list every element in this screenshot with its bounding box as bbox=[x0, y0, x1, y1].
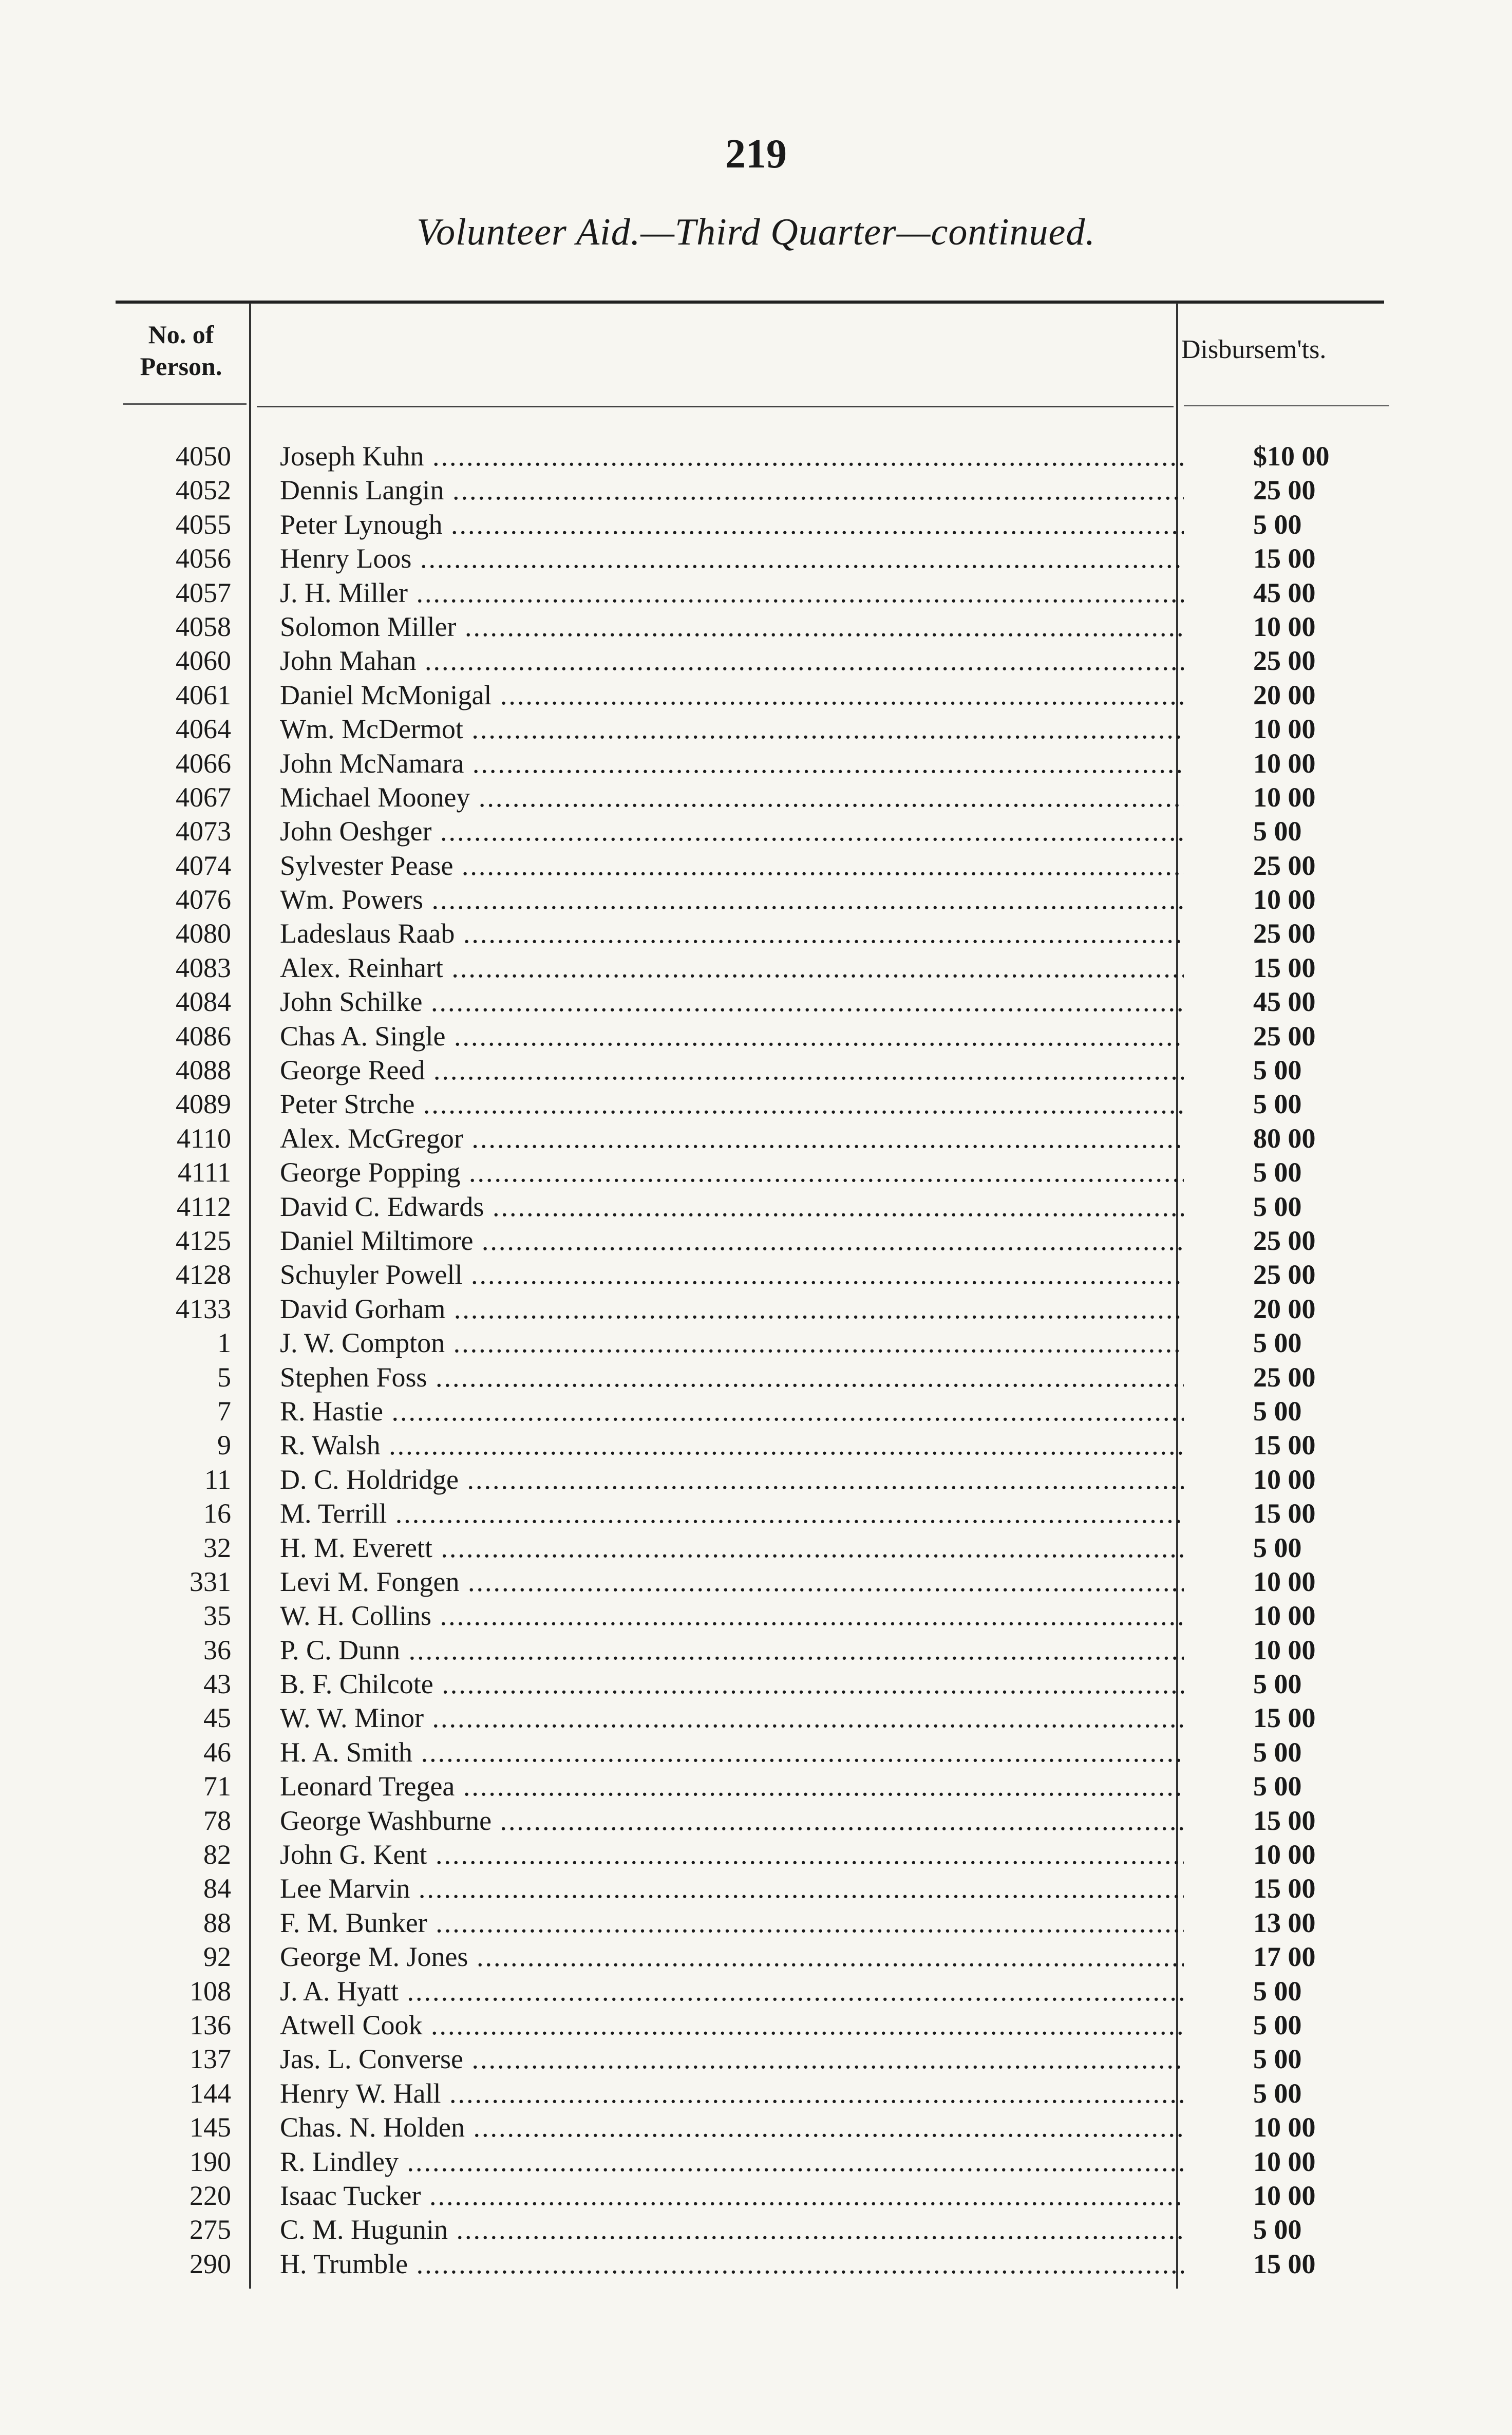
disbursement-amount: 5 00 bbox=[1253, 509, 1302, 540]
person-number: 4061 bbox=[176, 679, 231, 710]
person-name: J. W. Compton ..... bbox=[280, 1326, 1184, 1360]
person-name: H. M. Everett ..... bbox=[280, 1531, 1184, 1565]
disbursement-amount: 5 00 bbox=[1253, 1669, 1302, 1700]
person-name: Solomon Miller ..... bbox=[280, 610, 1184, 644]
amount-column-header: Disbursem'ts. bbox=[1181, 335, 1327, 364]
table-row bbox=[0, 1871, 1512, 1905]
person-name: R. Lindley ..... bbox=[280, 2145, 1184, 2179]
table-row bbox=[0, 644, 1512, 678]
disbursement-amount: 20 00 bbox=[1253, 1293, 1316, 1324]
disbursement-amount: 25 00 bbox=[1253, 645, 1316, 677]
table-row bbox=[0, 1531, 1512, 1565]
header-underline-left bbox=[123, 403, 247, 405]
disbursement-amount: 10 00 bbox=[1253, 714, 1316, 745]
person-name: John McNamara ..... bbox=[280, 746, 1184, 780]
table-row bbox=[0, 951, 1512, 985]
person-name: Stephen Foss ..... bbox=[280, 1360, 1184, 1394]
table-row bbox=[0, 2247, 1512, 2281]
disbursement-amount: 10 00 bbox=[1253, 2146, 1316, 2177]
disbursement-amount: 10 00 bbox=[1253, 2180, 1316, 2211]
person-number: 4064 bbox=[176, 714, 231, 745]
person-number: 275 bbox=[190, 2214, 231, 2245]
disbursement-amount: 25 00 bbox=[1253, 1225, 1316, 1256]
table-row bbox=[0, 1292, 1512, 1326]
person-number: 4076 bbox=[176, 884, 231, 915]
person-name: John Mahan ..... bbox=[280, 644, 1184, 678]
table-row bbox=[0, 1155, 1512, 1189]
header-underline-right bbox=[1184, 405, 1389, 406]
table-row bbox=[0, 849, 1512, 883]
disbursement-amount: 5 00 bbox=[1253, 1975, 1302, 2007]
top-rule bbox=[116, 301, 1384, 304]
table-row bbox=[0, 1360, 1512, 1394]
person-name: Jas. L. Converse ..... bbox=[280, 2042, 1184, 2076]
disbursement-amount: 25 00 bbox=[1253, 1361, 1316, 1393]
disbursement-amount: 5 00 bbox=[1253, 1532, 1302, 1563]
table-row bbox=[0, 2008, 1512, 2042]
person-name: D. C. Holdridge ..... bbox=[280, 1463, 1184, 1496]
disbursement-amount: 15 00 bbox=[1253, 952, 1316, 983]
table-row bbox=[0, 916, 1512, 950]
table-row bbox=[0, 2213, 1512, 2246]
person-number: 4073 bbox=[176, 816, 231, 847]
person-number: 4057 bbox=[176, 577, 231, 608]
person-name: F. M. Bunker ..... bbox=[280, 1906, 1184, 1940]
person-number: 4133 bbox=[176, 1293, 231, 1324]
person-number: 11 bbox=[204, 1464, 231, 1495]
table-row bbox=[0, 985, 1512, 1019]
person-name: Daniel McMonigal ..... bbox=[280, 678, 1184, 712]
person-name: Atwell Cook ..... bbox=[280, 2008, 1184, 2042]
number-header-line-2: Person. bbox=[140, 352, 222, 381]
person-number: 4088 bbox=[176, 1055, 231, 1086]
person-number: 290 bbox=[190, 2248, 231, 2279]
person-name: Alex. McGregor ..... bbox=[280, 1121, 1184, 1155]
table-row bbox=[0, 1463, 1512, 1496]
disbursement-amount: 5 00 bbox=[1253, 2214, 1302, 2245]
disbursement-amount: 15 00 bbox=[1253, 1702, 1316, 1734]
person-number: 4067 bbox=[176, 781, 231, 813]
table-row bbox=[0, 1190, 1512, 1224]
table-row bbox=[0, 712, 1512, 746]
person-number: 82 bbox=[203, 1839, 231, 1870]
disbursement-amount: 10 00 bbox=[1253, 884, 1316, 915]
person-name: Peter Strche ..... bbox=[280, 1087, 1184, 1121]
table-row bbox=[0, 1701, 1512, 1735]
disbursement-amount: 15 00 bbox=[1253, 1873, 1316, 1904]
disbursement-amount: 10 00 bbox=[1253, 611, 1316, 642]
disbursement-amount: 25 00 bbox=[1253, 1020, 1316, 1052]
table-row bbox=[0, 1940, 1512, 1974]
person-name: Wm. McDermot ..... bbox=[280, 712, 1184, 746]
table-row bbox=[0, 1428, 1512, 1462]
disbursement-amount: 25 00 bbox=[1253, 918, 1316, 949]
disbursement-amount: 25 00 bbox=[1253, 1259, 1316, 1290]
person-number: 220 bbox=[190, 2180, 231, 2211]
page-number: 219 bbox=[725, 132, 787, 177]
person-number: 5 bbox=[217, 1361, 231, 1393]
person-name: John G. Kent ..... bbox=[280, 1838, 1184, 1871]
person-number: 4056 bbox=[176, 543, 231, 574]
disbursement-amount: 5 00 bbox=[1253, 2044, 1302, 2075]
person-number: 4052 bbox=[176, 475, 231, 506]
disbursement-amount: 17 00 bbox=[1253, 1941, 1316, 1973]
disbursement-amount: 15 00 bbox=[1253, 2248, 1316, 2279]
table-row bbox=[0, 2145, 1512, 2179]
disbursement-amount: 15 00 bbox=[1253, 543, 1316, 574]
disbursement-amount: 10 00 bbox=[1253, 1600, 1316, 1632]
person-number: 4089 bbox=[176, 1089, 231, 1120]
table-row bbox=[0, 576, 1512, 610]
disbursement-amount: 15 00 bbox=[1253, 1498, 1316, 1529]
disbursement-table bbox=[0, 439, 1512, 2281]
person-name: David Gorham ..... bbox=[280, 1292, 1184, 1326]
person-number: 92 bbox=[203, 1941, 231, 1973]
table-row bbox=[0, 1053, 1512, 1087]
disbursement-amount: 25 00 bbox=[1253, 475, 1316, 506]
disbursement-amount: 45 00 bbox=[1253, 986, 1316, 1018]
disbursement-amount: 10 00 bbox=[1253, 1464, 1316, 1495]
disbursement-amount: 5 00 bbox=[1253, 816, 1302, 847]
person-number: 4066 bbox=[176, 747, 231, 779]
person-name: C. M. Hugunin ..... bbox=[280, 2213, 1184, 2246]
person-number: 4112 bbox=[177, 1191, 231, 1222]
person-number: 331 bbox=[190, 1566, 231, 1597]
person-name: Leonard Tregea ..... bbox=[280, 1769, 1184, 1803]
person-number: 4111 bbox=[178, 1157, 231, 1188]
person-number: 4074 bbox=[176, 850, 231, 881]
person-number: 4084 bbox=[176, 986, 231, 1018]
person-name: J. H. Miller ..... bbox=[280, 576, 1184, 610]
person-number: 4125 bbox=[176, 1225, 231, 1256]
disbursement-amount: 10 00 bbox=[1253, 2112, 1316, 2143]
person-name: Isaac Tucker ..... bbox=[280, 2179, 1184, 2213]
person-number: 9 bbox=[217, 1430, 231, 1461]
table-row bbox=[0, 1019, 1512, 1053]
person-number: 136 bbox=[190, 2009, 231, 2040]
person-name: Alex. Reinhart ..... bbox=[280, 951, 1184, 985]
table-row bbox=[0, 883, 1512, 916]
person-number: 137 bbox=[190, 2044, 231, 2075]
table-row bbox=[0, 473, 1512, 507]
table-row bbox=[0, 814, 1512, 848]
person-number: 4055 bbox=[176, 509, 231, 540]
table-row bbox=[0, 1838, 1512, 1871]
disbursement-amount: 5 00 bbox=[1253, 1771, 1302, 1802]
person-number: 43 bbox=[203, 1669, 231, 1700]
person-number: 190 bbox=[190, 2146, 231, 2177]
person-number: 144 bbox=[190, 2077, 231, 2109]
table-row bbox=[0, 1326, 1512, 1360]
person-number: 32 bbox=[203, 1532, 231, 1563]
person-name: Sylvester Pease ..... bbox=[280, 849, 1184, 883]
person-name: Levi M. Fongen ..... bbox=[280, 1565, 1184, 1599]
table-row bbox=[0, 1974, 1512, 2008]
person-name: H. A. Smith ..... bbox=[280, 1735, 1184, 1769]
table-row bbox=[0, 1496, 1512, 1530]
table-row bbox=[0, 1906, 1512, 1940]
disbursement-amount: 5 00 bbox=[1253, 1327, 1302, 1359]
person-name: Wm. Powers ..... bbox=[280, 883, 1184, 916]
table-row bbox=[0, 2179, 1512, 2213]
disbursement-amount: 10 00 bbox=[1253, 781, 1316, 813]
person-name: George Popping ..... bbox=[280, 1155, 1184, 1189]
table-row bbox=[0, 508, 1512, 541]
person-number: 108 bbox=[190, 1975, 231, 2007]
disbursement-amount: 13 00 bbox=[1253, 1907, 1316, 1938]
person-name: J. A. Hyatt ..... bbox=[280, 1974, 1184, 2008]
person-number: 45 bbox=[203, 1702, 231, 1734]
table-row bbox=[0, 1224, 1512, 1258]
disbursement-amount: 15 00 bbox=[1253, 1430, 1316, 1461]
disbursement-amount: 10 00 bbox=[1253, 747, 1316, 779]
person-name: M. Terrill ..... bbox=[280, 1496, 1184, 1530]
disbursement-amount: 5 00 bbox=[1253, 1157, 1302, 1188]
person-number: 4058 bbox=[176, 611, 231, 642]
person-name: David C. Edwards ..... bbox=[280, 1190, 1184, 1224]
person-number: 46 bbox=[203, 1736, 231, 1768]
table-row bbox=[0, 1565, 1512, 1599]
person-name: Peter Lynough ..... bbox=[280, 508, 1184, 541]
disbursement-amount: 5 00 bbox=[1253, 2009, 1302, 2040]
person-name: Chas. N. Holden ..... bbox=[280, 2110, 1184, 2144]
disbursement-amount: 45 00 bbox=[1253, 577, 1316, 608]
person-name: Chas A. Single ..... bbox=[280, 1019, 1184, 1053]
person-name: Joseph Kuhn ..... bbox=[280, 439, 1184, 473]
disbursement-amount: 5 00 bbox=[1253, 1089, 1302, 1120]
table-row bbox=[0, 1599, 1512, 1633]
person-name: Henry W. Hall ..... bbox=[280, 2076, 1184, 2110]
table-row bbox=[0, 610, 1512, 644]
person-name: W. W. Minor ..... bbox=[280, 1701, 1184, 1735]
table-row bbox=[0, 1633, 1512, 1667]
disbursement-amount: 10 00 bbox=[1253, 1634, 1316, 1665]
disbursement-amount: 25 00 bbox=[1253, 850, 1316, 881]
person-number: 4110 bbox=[177, 1122, 231, 1154]
table-row bbox=[0, 1769, 1512, 1803]
person-number: 35 bbox=[203, 1600, 231, 1632]
table-row bbox=[0, 746, 1512, 780]
table-row bbox=[0, 2110, 1512, 2144]
person-name: Lee Marvin ..... bbox=[280, 1871, 1184, 1905]
number-column-header bbox=[118, 319, 244, 382]
person-name: John Schilke ..... bbox=[280, 985, 1184, 1019]
person-name: Dennis Langin ..... bbox=[280, 473, 1184, 507]
person-name: R. Walsh ..... bbox=[280, 1428, 1184, 1462]
person-number: 4060 bbox=[176, 645, 231, 677]
person-number: 84 bbox=[203, 1873, 231, 1904]
person-name: W. H. Collins ..... bbox=[280, 1599, 1184, 1633]
table-row bbox=[0, 541, 1512, 575]
person-number: 36 bbox=[203, 1634, 231, 1665]
person-name: Daniel Miltimore ..... bbox=[280, 1224, 1184, 1258]
disbursement-amount: 5 00 bbox=[1253, 1395, 1302, 1427]
person-number: 145 bbox=[190, 2112, 231, 2143]
disbursement-amount: 10 00 bbox=[1253, 1566, 1316, 1597]
table-row bbox=[0, 1735, 1512, 1769]
person-number: 4128 bbox=[176, 1259, 231, 1290]
table-row bbox=[0, 1804, 1512, 1838]
disbursement-amount: 5 00 bbox=[1253, 1736, 1302, 1768]
disbursement-amount: $10 00 bbox=[1253, 441, 1330, 472]
header-underline-middle bbox=[257, 406, 1174, 407]
person-number: 16 bbox=[203, 1498, 231, 1529]
person-number: 4080 bbox=[176, 918, 231, 949]
table-row bbox=[0, 1394, 1512, 1428]
person-name: R. Hastie ..... bbox=[280, 1394, 1184, 1428]
person-number: 88 bbox=[203, 1907, 231, 1938]
table-row bbox=[0, 1121, 1512, 1155]
person-name: P. C. Dunn ..... bbox=[280, 1633, 1184, 1667]
table-row bbox=[0, 2042, 1512, 2076]
person-name: George M. Jones ..... bbox=[280, 1940, 1184, 1974]
disbursement-amount: 5 00 bbox=[1253, 2077, 1302, 2109]
person-name: George Washburne ..... bbox=[280, 1804, 1184, 1838]
person-name: George Reed ..... bbox=[280, 1053, 1184, 1087]
table-row bbox=[0, 780, 1512, 814]
section-heading: Volunteer Aid.—Third Quarter—continued. bbox=[417, 211, 1095, 253]
person-number: 78 bbox=[203, 1805, 231, 1836]
number-header-line-1: No. of bbox=[148, 320, 214, 349]
person-number: 7 bbox=[217, 1395, 231, 1427]
person-name: John Oeshger ..... bbox=[280, 814, 1184, 848]
person-name: Henry Loos ..... bbox=[280, 541, 1184, 575]
person-number: 1 bbox=[217, 1327, 231, 1359]
table-row bbox=[0, 1667, 1512, 1701]
table-row bbox=[0, 2076, 1512, 2110]
table-row bbox=[0, 678, 1512, 712]
person-name: H. Trumble ..... bbox=[280, 2247, 1184, 2281]
person-name: B. F. Chilcote ..... bbox=[280, 1667, 1184, 1701]
table-row bbox=[0, 439, 1512, 473]
table-row bbox=[0, 1258, 1512, 1291]
person-number: 4083 bbox=[176, 952, 231, 983]
disbursement-amount: 5 00 bbox=[1253, 1191, 1302, 1222]
person-name: Ladeslaus Raab ..... bbox=[280, 916, 1184, 950]
disbursement-amount: 10 00 bbox=[1253, 1839, 1316, 1870]
disbursement-amount: 20 00 bbox=[1253, 679, 1316, 710]
person-number: 4086 bbox=[176, 1020, 231, 1052]
person-number: 71 bbox=[203, 1771, 231, 1802]
disbursement-amount: 80 00 bbox=[1253, 1122, 1316, 1154]
disbursement-amount: 5 00 bbox=[1253, 1055, 1302, 1086]
person-name: Michael Mooney ..... bbox=[280, 780, 1184, 814]
person-number: 4050 bbox=[176, 441, 231, 472]
table-row bbox=[0, 1087, 1512, 1121]
person-name: Schuyler Powell ..... bbox=[280, 1258, 1184, 1291]
disbursement-amount: 15 00 bbox=[1253, 1805, 1316, 1836]
